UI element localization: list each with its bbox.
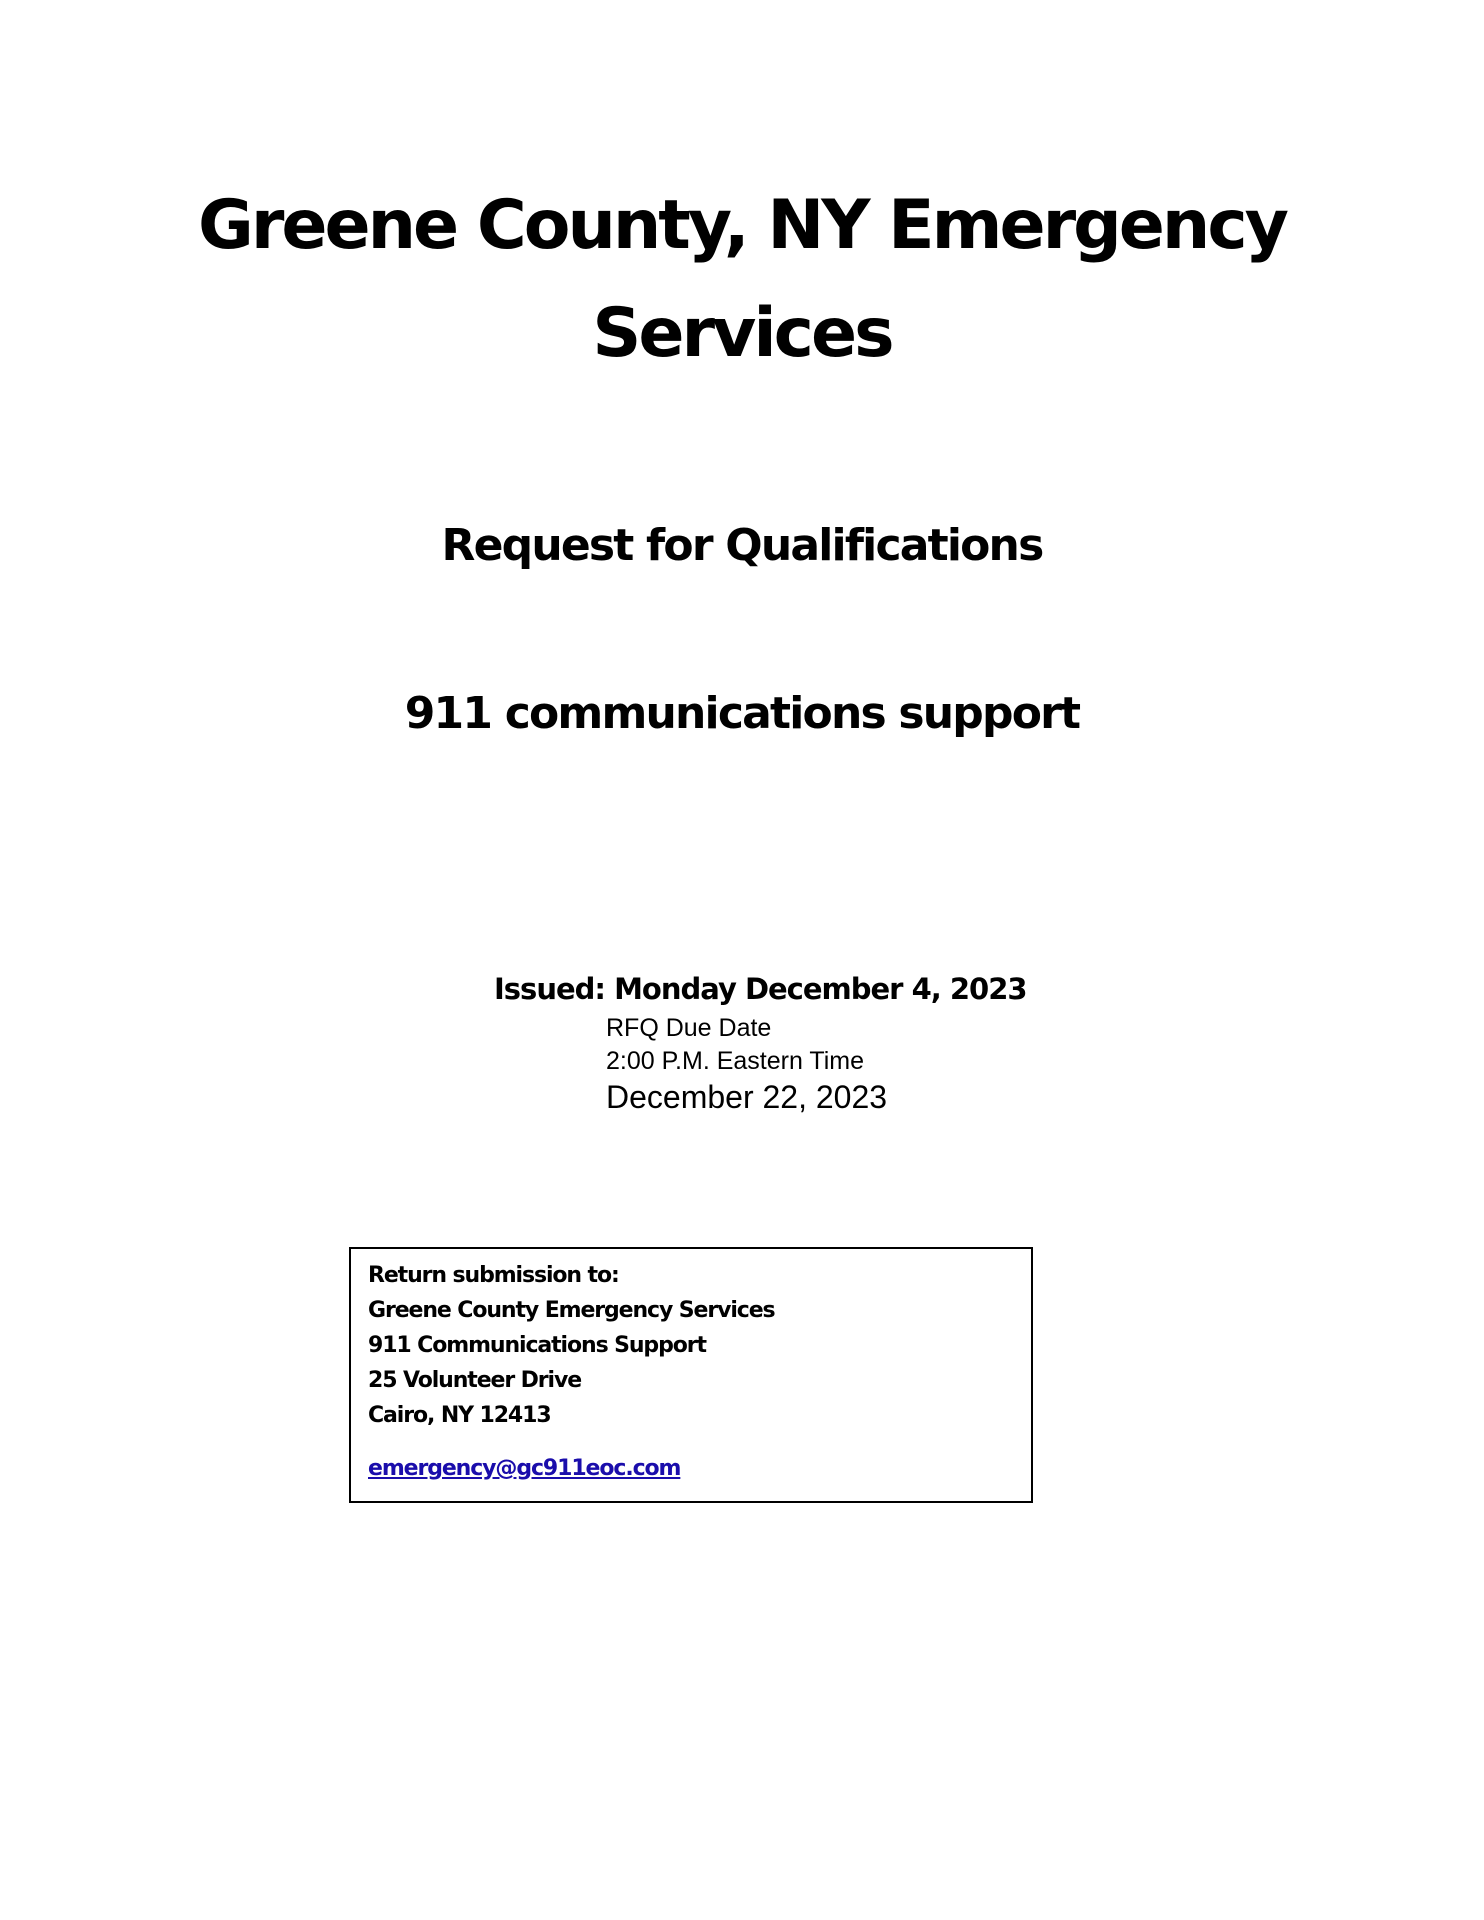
due-time: 2:00 P.M. Eastern Time (606, 1047, 864, 1075)
document-subtitle: Request for Qualifications (441, 520, 1043, 571)
document-title-line-1: Greene County, NY Emergency (198, 186, 1286, 265)
return-submission-box (349, 1247, 1033, 1503)
project-name: 911 communications support (404, 688, 1080, 739)
return-city-state-zip: Cairo, NY 12413 (368, 1403, 551, 1428)
return-street: 25 Volunteer Drive (368, 1368, 582, 1393)
due-date: December 22, 2023 (606, 1079, 888, 1115)
email-link[interactable]: emergency@gc911eoc.com (368, 1456, 681, 1481)
due-date-label: RFQ Due Date (606, 1014, 772, 1042)
return-heading: Return submission to: (368, 1263, 619, 1288)
return-organization: Greene County Emergency Services (368, 1298, 775, 1323)
return-department: 911 Communications Support (368, 1333, 706, 1358)
issued-date: Issued: Monday December 4, 2023 (494, 972, 1027, 1006)
document-title-line-2: Services (592, 294, 892, 373)
